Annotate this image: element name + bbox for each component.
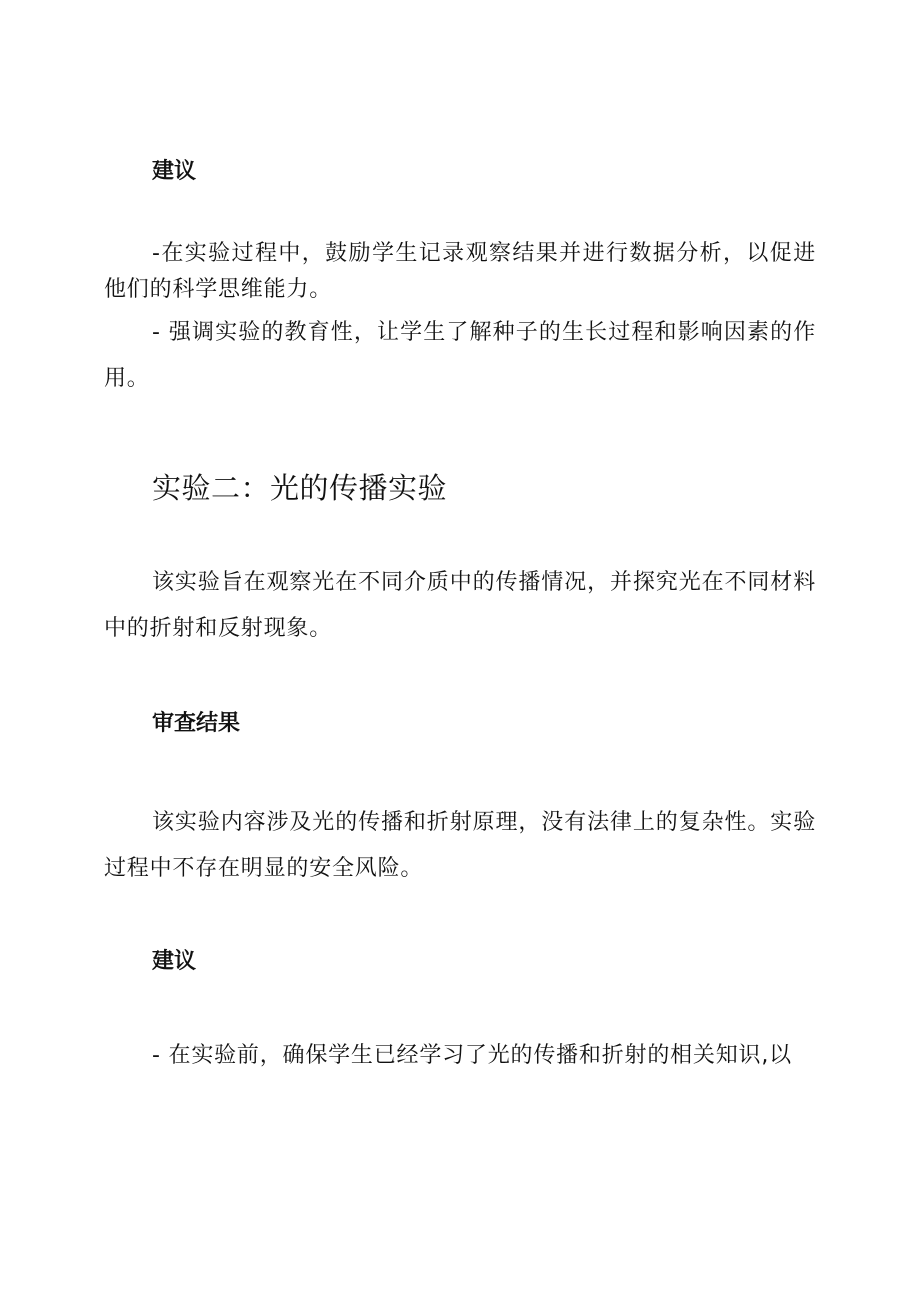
suggestion-item-1: -在实验过程中，鼓励学生记录观察结果并进行数据分析，以促进他们的科学思维能力。 bbox=[104, 241, 816, 302]
experiment-title: 实验二：光的传播实验 bbox=[152, 471, 448, 505]
experiment-intro: 该实验旨在观察光在不同介质中的传播情况，并探究光在不同材料中的折射和反射现象。 bbox=[104, 570, 816, 641]
suggestion-item-2: - 强调实验的教育性，让学生了解种子的生长过程和影响因素的作用。 bbox=[104, 320, 816, 391]
review-result-text: 该实验内容涉及光的传播和折射原理，没有法律上的复杂性。实验过程中不存在明显的安全风险。 bbox=[104, 810, 816, 881]
section-heading-suggestions: 建议 bbox=[152, 159, 197, 184]
suggestion-item-3: - 在实验前，确保学生已经学习了光的传播和折射的相关知识,以 bbox=[152, 1043, 792, 1068]
section-heading-review: 审查结果 bbox=[152, 711, 241, 736]
section-heading-suggestions-2: 建议 bbox=[152, 949, 197, 974]
